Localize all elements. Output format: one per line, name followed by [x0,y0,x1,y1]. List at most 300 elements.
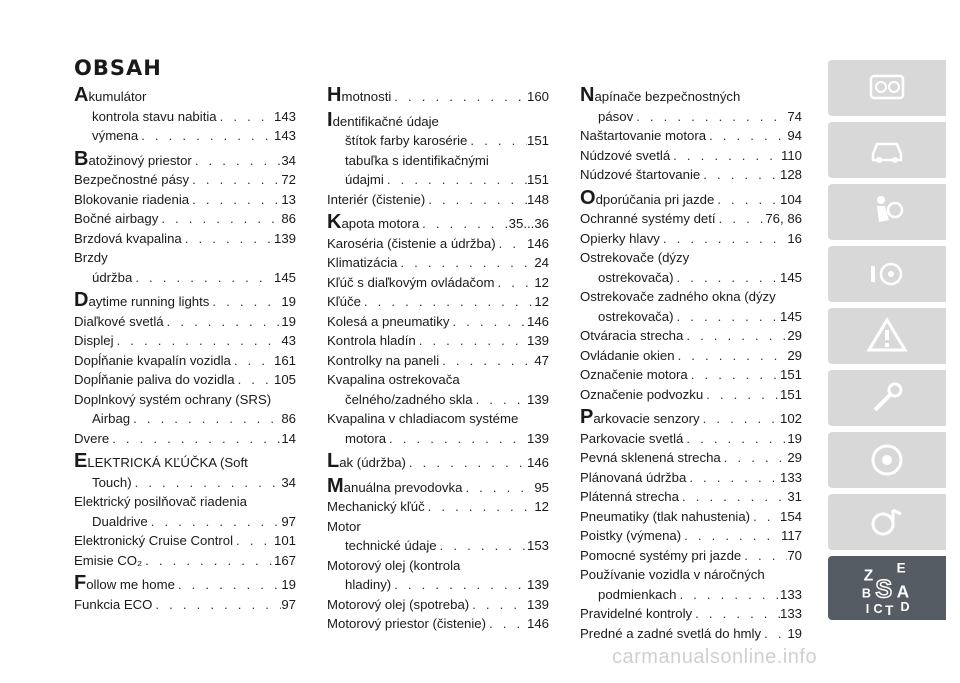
page-number: 72 [281,172,296,187]
index-entry [327,575,549,595]
page-number: 19 [787,430,802,446]
leader-dots [114,331,282,351]
index-entry-text: Motor [327,518,361,534]
index-entry [74,351,296,371]
index-entry-text: atožinový priestor [88,152,192,168]
chapter-tab-safety[interactable] [828,184,946,240]
page-number: 19 [281,577,296,592]
index-entry-text: údržba [92,269,133,285]
index-entry-text: Ostrekovače (dýzy [580,250,690,265]
index-entry [580,188,802,210]
leader-dots [633,107,787,127]
index-entry-text: pásov [598,108,634,124]
index-entry [580,326,802,346]
index-entry [580,209,802,229]
page-number: 31 [787,489,802,504]
leader-dots [686,468,780,488]
leader-dots [233,531,274,551]
index-entry-text: Kľúč s diaľkovým ovládačom [327,274,495,290]
page-title: OBSAH [74,56,162,80]
index-entry-text: Núdzové štartovanie [580,167,701,182]
warning-triangle-icon [865,314,909,358]
leader-dots [439,351,534,371]
leader-dots [425,497,535,517]
index-entry-text: štítok farby karosérie [345,133,468,148]
page-number: 29 [787,328,802,343]
page-number: 95 [534,479,549,495]
index-entry [580,146,802,166]
index-entry [580,346,802,366]
index-entry-text: Brzdy [74,250,108,265]
index-entry-text: výmena [92,128,139,143]
index-entry-text: ostrekovača) [598,308,674,324]
index-entry [74,107,296,127]
leader-dots [683,326,787,346]
chapter-tab-starting[interactable] [828,246,946,302]
index-entry-text: Ochranné systémy detí [580,211,716,226]
chapter-tab-media[interactable] [828,494,946,550]
index-entry [327,234,549,254]
leader-dots [486,614,527,634]
index-entry-text: Motorový olej (spotreba) [327,596,470,612]
index-entry [74,492,296,512]
index-entry [580,565,802,585]
index-entry-text: Parkovacie svetlá [580,430,684,446]
leader-dots [235,370,274,390]
page-number: 97 [281,596,296,612]
index-column-2 [327,82,549,634]
page-number: 160 [526,89,549,104]
index-entry [327,390,549,410]
page-number: 105 [273,372,296,387]
index-entry-text: dentifikačné údaje [332,113,439,129]
leader-dots [676,585,780,605]
index-entry-text: Kľúče [327,294,361,309]
leader-dots [688,365,780,385]
page-number: 97 [281,513,296,529]
chapter-tab-car[interactable] [828,122,946,178]
index-entry [74,126,296,146]
leader-dots [692,604,780,624]
index-letter-d: D [900,600,910,615]
index-entry [580,407,802,429]
leader-dots [716,209,766,229]
page-number: 34 [281,474,296,490]
leader-dots [209,292,281,312]
page-number: 12 [534,274,549,290]
index-entry-text: Motorový olej (kontrola [327,557,461,573]
index-entry [580,429,802,449]
index-entry [580,507,802,527]
car-icon [865,128,909,172]
index-entry [327,190,549,210]
index-entry-text: Kontrola hladín [327,333,416,348]
index-entry-text: Emisie CO₂ [74,552,143,568]
page-number: 139 [526,577,549,592]
page-number: 102 [779,411,802,426]
index-entry-text: LEKTRICKÁ KĽÚČKA (Soft [87,455,248,470]
index-entry [580,85,802,107]
page-number: 110 [780,147,802,163]
index-entry [580,604,802,624]
index-entry [327,110,549,132]
leader-dots [130,409,281,429]
index-entry-text: Motorový priestor (čistenie) [327,616,487,631]
index-entry-text: Označenie podvozku [580,386,704,402]
index-entry-text: Pomocné systémy pri jazde [580,547,742,563]
index-entry-text: Displej [74,333,114,348]
index-entry-text: Ostrekovače zadného okna (dýzy [580,289,776,304]
index-entry [74,190,296,210]
page-number: 143 [273,108,296,124]
maintenance-wrench-icon [865,376,909,420]
leader-dots [384,170,527,190]
leader-dots [386,429,527,449]
index-entry-text: Naštartovanie motora [580,128,707,143]
index-entry [327,312,549,332]
leader-dots [706,126,787,146]
index-entry [580,487,802,507]
index-entry [327,614,549,634]
index-initial-letter: E [74,450,88,472]
leader-dots [416,331,527,351]
leader-dots [741,546,787,566]
index-initial-letter: M [327,474,344,497]
index-entry [327,517,549,537]
leader-dots [138,126,274,146]
chapter-tab-dashboard[interactable] [828,60,946,116]
index-entry [327,151,549,171]
index-entry [327,253,549,273]
index-initial-letter: O [580,186,596,209]
leader-dots [397,253,534,273]
page-number: 145 [273,269,296,285]
leader-dots [469,595,527,615]
index-entry-text: Pneumatiky (tlak nahustenia) [580,508,751,524]
page-number: 94 [787,128,802,143]
index-entry [580,624,802,644]
index-entry [327,476,549,498]
index-entry [74,512,296,532]
index-entry [580,546,802,566]
index-entry-text: ollow me home [86,577,175,592]
chapter-tab-maintenance[interactable] [828,370,946,426]
leader-dots [231,351,274,371]
index-entry-text: Mechanický kľúč [327,499,425,514]
index-initial-letter: K [327,211,342,233]
index-entry-text: Núdzové svetlá [580,147,671,163]
page-number: 70 [787,547,802,563]
index-entry [74,209,296,229]
page-number: 76, 86 [765,211,802,226]
index-entry [580,229,802,249]
index-entry-text: Bočné airbagy [74,211,159,226]
index-entry [580,307,802,327]
dashboard-icon [865,66,909,110]
index-entry [74,390,296,410]
chapter-tab-index[interactable] [828,556,946,620]
page-number: 145 [779,269,802,285]
index-entry-text: Plátenná strecha [580,489,679,504]
index-entry-text: technické údaje [345,538,437,553]
page-number: 161 [273,352,296,368]
watermark: carmanualsonline.info [612,646,818,668]
index-entry [327,595,549,615]
leader-dots [721,448,788,468]
index-entry [580,365,802,385]
chapter-tab-technical[interactable] [828,432,946,488]
index-initial-letter: H [327,84,342,106]
index-entry-text: Poistky (výmena) [580,528,682,543]
index-letter-e: E [896,560,906,576]
index-entry [74,331,296,351]
page-number: 16 [787,230,802,246]
page-number: 101 [273,533,296,548]
index-entry [327,556,549,576]
index-letter-z: Z [863,567,874,585]
leader-dots [132,268,274,288]
index-entry-text: Pevná sklenená strecha [580,450,721,465]
page-number: 143 [273,128,296,143]
page-number: 133 [779,586,802,602]
index-entry-text: Plánovaná údržba [580,469,687,485]
index-entry-text: Karoséria (čistenie a údržba) [327,235,496,251]
index-entry [74,268,296,288]
index-entry [74,409,296,429]
index-entry [74,149,296,171]
leader-dots [660,229,787,249]
leader-dots [437,536,527,556]
index-initial-letter: N [580,84,595,106]
leader-dots [761,624,787,644]
index-entry-text: kumulátor [88,89,147,104]
page-number: 19 [281,313,296,329]
index-entry [74,312,296,332]
leader-dots [750,507,780,527]
index-entry-text: Označenie motora [580,367,688,382]
leader-dots [679,487,787,507]
index-entry-text: Ovládanie okien [580,347,675,363]
page-number: 133 [779,606,802,621]
index-entry-text: hladiny) [345,577,392,592]
leader-dots [148,512,282,532]
index-entry-text: Dopĺňanie kvapalín vozidla [74,352,231,368]
page-number: 146 [526,313,549,329]
index-entry [580,248,802,268]
index-column-3 [580,82,802,643]
index-entry [74,531,296,551]
index-entry [74,595,296,615]
index-entry-text: Touch) [92,474,132,490]
index-entry [580,585,802,605]
leader-dots [462,478,534,498]
index-entry [327,451,549,473]
index-entry [74,229,296,249]
index-letter-i: I [865,602,870,617]
page-number: 104 [779,191,802,207]
leader-dots [189,170,281,190]
index-entry-text: tabuľka s identifikačnými [345,152,489,168]
leader-dots [473,390,527,410]
page-number: 154 [779,508,802,524]
index-initial-letter: A [74,84,89,106]
page-number: 34 [281,152,296,168]
index-entry-text: Dualdrive [92,513,148,529]
page-number: 35...36 [508,216,549,231]
page-number: 117 [780,528,802,543]
index-initial-letter: D [74,289,89,311]
index-entry [327,409,549,429]
leader-dots [674,307,780,327]
index-entry-text: apota motora [341,216,420,231]
index-entry [74,170,296,190]
index-entry [580,165,802,185]
index-entry [327,212,549,234]
index-entry-text: Kolesá a pneumatiky [327,313,450,329]
index-entry-text: Otváracia strecha [580,328,684,343]
page-number: 74 [787,108,802,124]
leader-dots [714,190,780,210]
index-letter-s: S [875,575,893,604]
index-entry-text: Dvere [74,430,110,446]
page-number: 12 [534,499,549,514]
leader-dots [142,551,274,571]
page-number: 14 [281,430,296,446]
leader-dots [182,229,274,249]
leader-dots [132,473,282,493]
index-entry [74,85,296,107]
index-entry-text: Kontrolky na paneli [327,352,440,368]
leader-dots [467,131,527,151]
index-initial-letter: I [327,108,333,131]
leader-dots [361,292,534,312]
index-entry-text: Kvapalina ostrekovača [327,372,460,387]
index-entry [327,536,549,556]
page-number: 146 [526,455,549,470]
page-number: 153 [526,538,549,553]
tire-gauge-icon [865,438,909,482]
page-number: 146 [526,235,549,251]
index-entry [74,370,296,390]
index-entry-text: Bezpečnostné pásy [74,172,190,187]
index-entry [327,429,549,449]
index-entry [327,351,549,371]
index-initial-letter: L [327,450,340,472]
leader-dots [406,453,527,473]
index-letter-t: T [885,603,894,617]
index-entry-text: Dopĺňanie paliva do vozidla [74,372,235,387]
index-entry [74,573,296,595]
leader-dots [683,429,787,449]
index-entry [580,385,802,405]
leader-dots [189,190,281,210]
index-initial-letter: P [580,406,594,428]
page-number: 145 [779,308,802,324]
index-entry-text: Blokovanie riadenia [74,191,190,207]
page-number: 47 [534,352,549,368]
leader-dots [675,346,788,366]
index-entry-text: Pravidelné kontroly [580,606,693,621]
index-entry [580,107,802,127]
index-entry [327,370,549,390]
leader-dots [192,151,282,171]
leader-dots [674,268,780,288]
airbag-icon [865,190,909,234]
leader-dots [425,190,527,210]
index-entry-text: Doplnkový systém ochrany (SRS) [74,391,272,407]
leader-dots [217,107,274,127]
index-column-1 [74,82,296,614]
index-entry-text: Interiér (čistenie) [327,191,426,207]
index-entry-text: motora [345,430,387,446]
index-entry-text: motnosti [341,89,392,104]
page-number: 133 [779,469,802,485]
leader-dots [703,385,780,405]
index-entry-text: podmienkach [598,586,677,602]
index-entry-text: ak (údržba) [339,455,406,470]
leader-dots [391,575,527,595]
leader-dots [152,595,281,615]
page-number: 151 [779,386,802,402]
index-entry [74,290,296,312]
index-entry [580,448,802,468]
index-entry-text: Funkcia ECO [74,596,153,612]
leader-dots [681,526,781,546]
index-entry [327,273,549,293]
index-entry-text: Používanie vozidla v náročných [580,567,765,582]
leader-dots [175,575,281,595]
leader-dots [700,165,780,185]
page-number: 139 [526,596,549,612]
index-entry-text: anuálna prevodovka [343,479,463,495]
page-number: 13 [281,191,296,207]
steering-wheel-key-icon [865,252,909,296]
page-number: 86 [281,411,296,426]
index-entry [327,292,549,312]
index-entry-text: Opierky hlavy [580,230,660,246]
page-number: 167 [273,552,296,568]
index-entry-text: údajmi [345,172,384,187]
leader-dots [419,214,508,234]
index-entry [327,331,549,351]
index-entry [580,526,802,546]
page-number: 29 [787,347,802,363]
page-number: 24 [534,255,549,270]
leader-dots [700,409,780,429]
index-entry-text: aytime running lights [88,294,210,309]
index-entry-text: apínače bezpečnostných [594,89,741,104]
page-number: 19 [787,625,802,641]
index-entry [580,268,802,288]
chapter-tab-emergency[interactable] [828,308,946,364]
leader-dots [670,146,781,166]
index-initial-letter: F [74,572,87,594]
page-number: 151 [526,133,549,148]
page-number: 19 [281,294,296,309]
index-entry [327,170,549,190]
index-letters-icon [858,559,916,617]
index-entry [74,473,296,493]
page-number: 43 [281,333,296,348]
index-entry-text: Predné a zadné svetlá do hmly [580,625,762,641]
index-entry-text: dporúčania pri jazde [595,191,715,207]
page-number: 148 [526,191,549,207]
page-number: 139 [526,430,549,446]
index-entry [74,551,296,571]
index-entry [74,451,296,473]
index-letter-b: B [861,586,871,601]
leader-dots [109,429,281,449]
